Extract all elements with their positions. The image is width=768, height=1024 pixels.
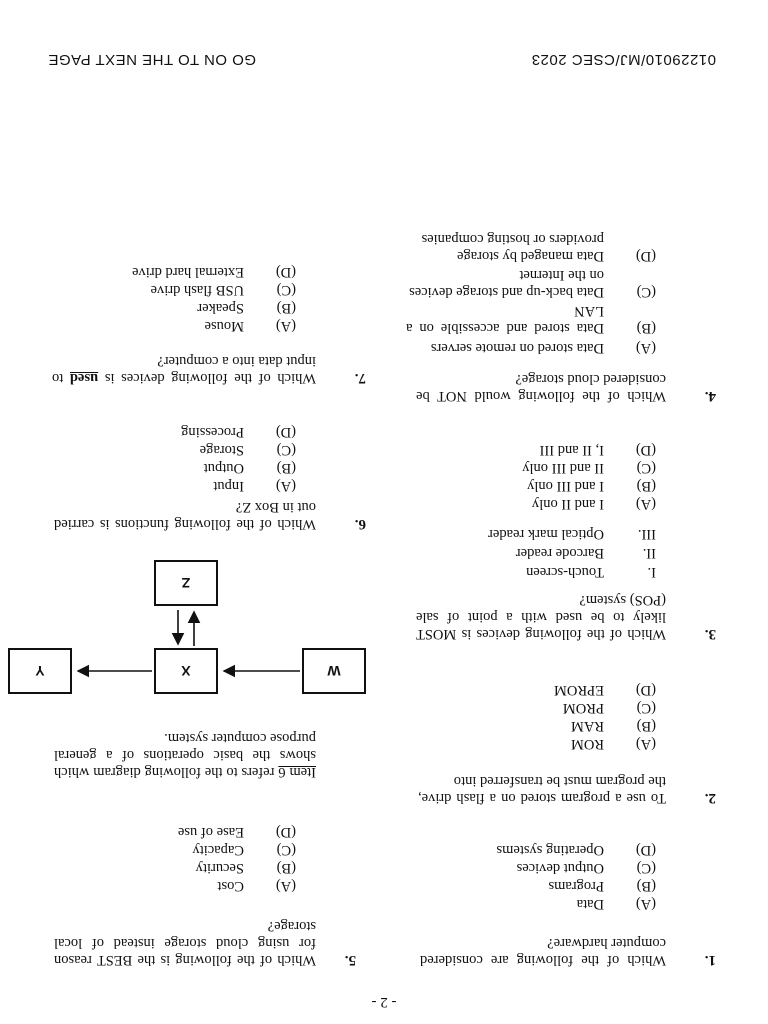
option-text: Operating systems [496,842,604,858]
option-letter: (B) [276,300,296,316]
option-letter: (C) [276,442,296,458]
option-text: Data stored on remote servers [430,340,604,356]
option-letter: (A) [635,496,656,512]
q3-item-3 [488,525,656,542]
q5-option-c[interactable] [192,841,296,858]
option-text: Data [576,896,604,912]
option-text: Ease of use [177,824,244,840]
item-text: Barcode reader [515,545,604,561]
q4-option-c[interactable] [406,266,656,300]
option-letter: (B) [276,460,296,476]
intro-text: refers to the following diagram which shows the basic operations of a general purpose computer system. [53,730,316,780]
q7-option-c[interactable] [151,281,296,298]
option-text: Programs [548,878,604,894]
option-text: Cost [217,878,244,894]
option-text: Mouse [204,318,244,334]
q3-option-b[interactable] [527,477,656,494]
option-text: PROM [562,700,604,716]
q3-option-c[interactable] [522,459,656,476]
q6-stem: Which of the following functions is carried out in Box Z? [54,499,316,532]
option-text: I and III only [527,478,604,494]
option-text: Processing [181,424,244,440]
option-letter: (B) [636,878,656,894]
option-text: External hard drive [132,264,244,280]
option-text: II and III only [522,460,604,476]
q5-option-a[interactable] [217,877,296,894]
option-text: I and II only [531,496,604,512]
q3-number: 3. [704,626,716,642]
item-text: Optical mark reader [488,526,604,542]
stem-emphasis: used [69,370,99,386]
q4-option-b[interactable] [406,302,656,336]
option-text: Input [213,478,244,494]
box-x: X [154,648,218,694]
q1-number: 1. [704,952,716,968]
option-text: Security [195,860,244,876]
option-text: Output devices [516,860,604,876]
q1-option-d[interactable] [496,841,656,858]
stem-part: to input data into a computer? [51,353,316,386]
q3-stem: Which of the following devices is MOST likely to be used with a point of sale (POS) system? [416,592,666,642]
q4-option-a[interactable] [431,339,656,356]
option-letter: (C) [636,700,656,716]
q2-option-c[interactable] [563,699,656,716]
option-letter: (B) [636,718,656,734]
next-page-notice: GO ON TO THE NEXT PAGE [48,51,256,68]
option-letter: (C) [636,284,656,300]
option-letter: (D) [635,248,656,264]
option-text: Output [203,460,244,476]
option-letter: (D) [635,842,656,858]
q4-number: 4. [704,388,716,404]
q2-stem: To use a program stored on a flash drive, the program must be transferred into [418,773,666,806]
q5-stem: Which of the following is the BEST reason for using cloud storage instead of local storage? [54,918,316,968]
option-letter: (D) [275,824,296,840]
roman-numeral: II. [642,545,656,561]
option-letter: (D) [275,264,296,280]
box-w: W [302,648,366,694]
option-letter: (A) [275,318,296,334]
q3-option-a[interactable] [532,495,656,512]
q1-option-c[interactable] [517,859,656,876]
q2-option-a[interactable] [571,735,656,752]
q1-stem: Which of the following are considered computer hardware? [420,935,666,968]
roman-numeral: I. [647,564,656,580]
q7-option-b[interactable] [197,299,296,316]
option-text: Storage [199,442,244,458]
option-letter: (C) [276,842,296,858]
q3-item-2 [516,544,656,561]
q3-item-1 [526,563,656,580]
q6-number: 6. [354,516,366,532]
item-reference: Item 6 [278,764,316,780]
option-letter: (C) [276,282,296,298]
q7-option-d[interactable] [132,263,296,280]
option-text: Capacity [192,842,244,858]
option-letter: (B) [636,478,656,494]
option-text: Data stored and accessible on a LAN [406,303,604,336]
option-letter: (D) [635,682,656,698]
q1-option-a[interactable] [577,895,656,912]
option-text: Speaker [197,300,244,316]
option-letter: (B) [636,320,656,336]
option-text: Data managed by storage providers or hosting companies [421,231,604,264]
option-text: ROM [570,736,604,752]
option-letter: (D) [635,442,656,458]
item6-intro [54,729,316,780]
option-letter: (D) [275,424,296,440]
option-letter: (B) [276,860,296,876]
q6-option-b[interactable] [204,459,296,476]
stem-part: Which of the following devices is [98,370,316,386]
option-text: Data back-up and storage devices on the Internet [409,267,604,300]
q1-option-b[interactable] [548,877,656,894]
option-text: I, II and III [539,442,604,458]
q7-stem [52,352,316,386]
option-letter: (A) [275,478,296,494]
option-letter: (C) [636,860,656,876]
q6-option-c[interactable] [200,441,296,458]
q2-option-b[interactable] [571,717,656,734]
box-y: Y [8,648,72,694]
q2-number: 2. [704,790,716,806]
q4-stem: Which of the following would NOT be considered cloud storage? [416,371,666,404]
option-text: USB flash drive [150,282,244,298]
q5-option-b[interactable] [196,859,296,876]
q5-option-d[interactable] [178,823,296,840]
q6-option-a[interactable] [213,477,296,494]
box-z: Z [154,560,218,606]
q5-number: 5. [344,952,356,968]
q7-option-a[interactable] [205,317,296,334]
option-text: RAM [570,718,604,734]
q6-option-d[interactable] [181,423,296,440]
option-letter: (A) [635,736,656,752]
q3-option-d[interactable] [540,441,656,458]
q2-option-d[interactable] [554,681,656,698]
option-letter: (A) [275,878,296,894]
option-text: EPROM [554,682,604,698]
option-letter: (C) [636,460,656,476]
option-letter: (A) [635,896,656,912]
q4-option-d[interactable] [406,230,656,264]
q7-number: 7. [354,370,366,386]
exam-code: 01229010/MJ/CSEC 2023 [531,51,716,68]
page-number: - 2 - [371,994,397,1010]
roman-numeral: III. [637,526,656,542]
option-letter: (A) [635,340,656,356]
item-text: Touch-screen [526,564,604,580]
